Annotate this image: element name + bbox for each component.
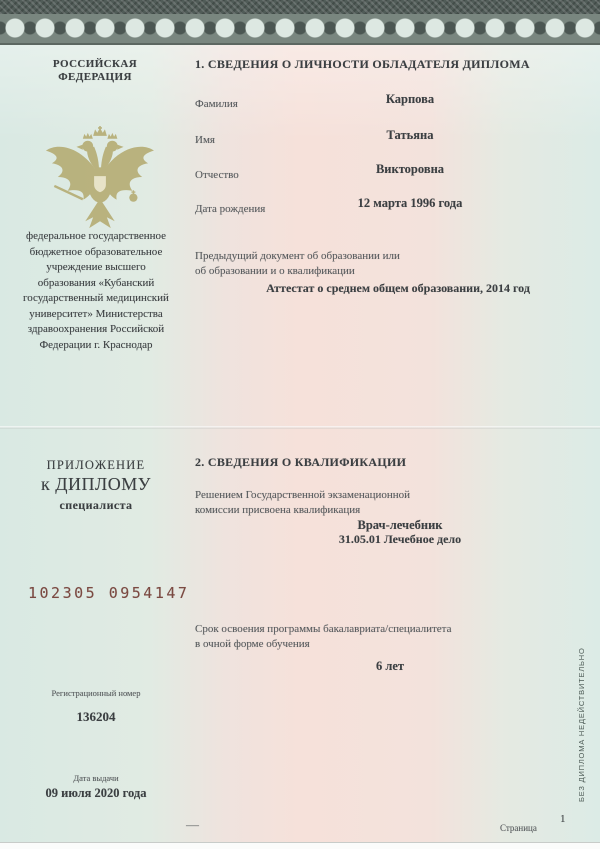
serial-number: 102305 0954147 [28, 584, 190, 602]
footer-dash: — [186, 817, 199, 832]
edge-validity-text: БЕЗ ДИПЛОМА НЕДЕЙСТВИТЕЛЬНО [577, 647, 586, 802]
study-duration-label-line1: Срок освоения программы бакалавриата/специалитета [195, 623, 452, 635]
country-header [28, 58, 162, 84]
surname-value: Карпова [385, 92, 435, 106]
page-number: 1 [560, 813, 566, 825]
surname-label: Фамилия [195, 98, 238, 110]
previous-document-label-line2: об образовании и о квалификации [195, 264, 355, 277]
patronymic-label: Отчество [195, 169, 239, 181]
birthdate-value: 12 марта 1996 года [357, 196, 463, 210]
supplement-title-line3: специалиста [59, 498, 133, 512]
institution-name: федеральное государственное бюджетное образовательное учреждение высшего образования «Кубанский государственный медицинский университет» Министерства здравоохранения Российской Федерации г. Краснодар [23, 230, 169, 351]
page-label: Страница [500, 823, 537, 833]
previous-document-value: Аттестат о среднем общем образовании, 2014 год [266, 281, 530, 295]
issue-date-label: Дата выдачи [73, 773, 119, 783]
qualification-decision-line2: комиссии присвоена квалификация [195, 504, 361, 516]
previous-document-label-line1: Предыдущий документ об образовании или [195, 250, 400, 262]
registration-number-value: 136204 [76, 709, 116, 724]
qualification-decision-label [195, 488, 515, 518]
supplement-title-line2: к ДИПЛОМУ [41, 474, 151, 494]
study-duration-value: 6 лет [375, 659, 405, 673]
registration-number-label: Регистрационный номер [51, 688, 141, 698]
page-bottom-edge [0, 842, 600, 849]
previous-document-label [195, 249, 495, 278]
study-duration-label [195, 622, 525, 652]
qualification-decision-line1: Решением Государственной экзаменационной [195, 489, 411, 501]
section1-title: 1. СВЕДЕНИЯ О ЛИЧНОСТИ ОБЛАДАТЕЛЯ ДИПЛОМА [195, 57, 530, 71]
firstname-value: Татьяна [386, 128, 434, 142]
firstname-label: Имя [195, 134, 215, 146]
russian-coat-of-arms-icon [40, 126, 160, 234]
country-line1: РОССИЙСКАЯ [52, 58, 138, 70]
top-lace-border [0, 0, 600, 14]
section2-title: 2. СВЕДЕНИЯ О КВАЛИФИКАЦИИ [195, 455, 407, 469]
study-duration-label-line2: в очной форме обучения [195, 638, 310, 650]
supplement-title-line1: ПРИЛОЖЕНИЕ [46, 458, 146, 472]
issue-date-value: 09 июля 2020 года [45, 786, 147, 800]
fold-crease [0, 426, 600, 429]
qualification-value: Врач-лечебник [357, 518, 443, 532]
patronymic-value: Викторовна [375, 162, 445, 176]
specialty-value: 31.05.01 Лечебное дело [338, 532, 462, 546]
country-line2: ФЕДЕРАЦИЯ [58, 71, 132, 83]
birthdate-label: Дата рождения [195, 203, 266, 215]
top-ornament-border [0, 14, 600, 45]
